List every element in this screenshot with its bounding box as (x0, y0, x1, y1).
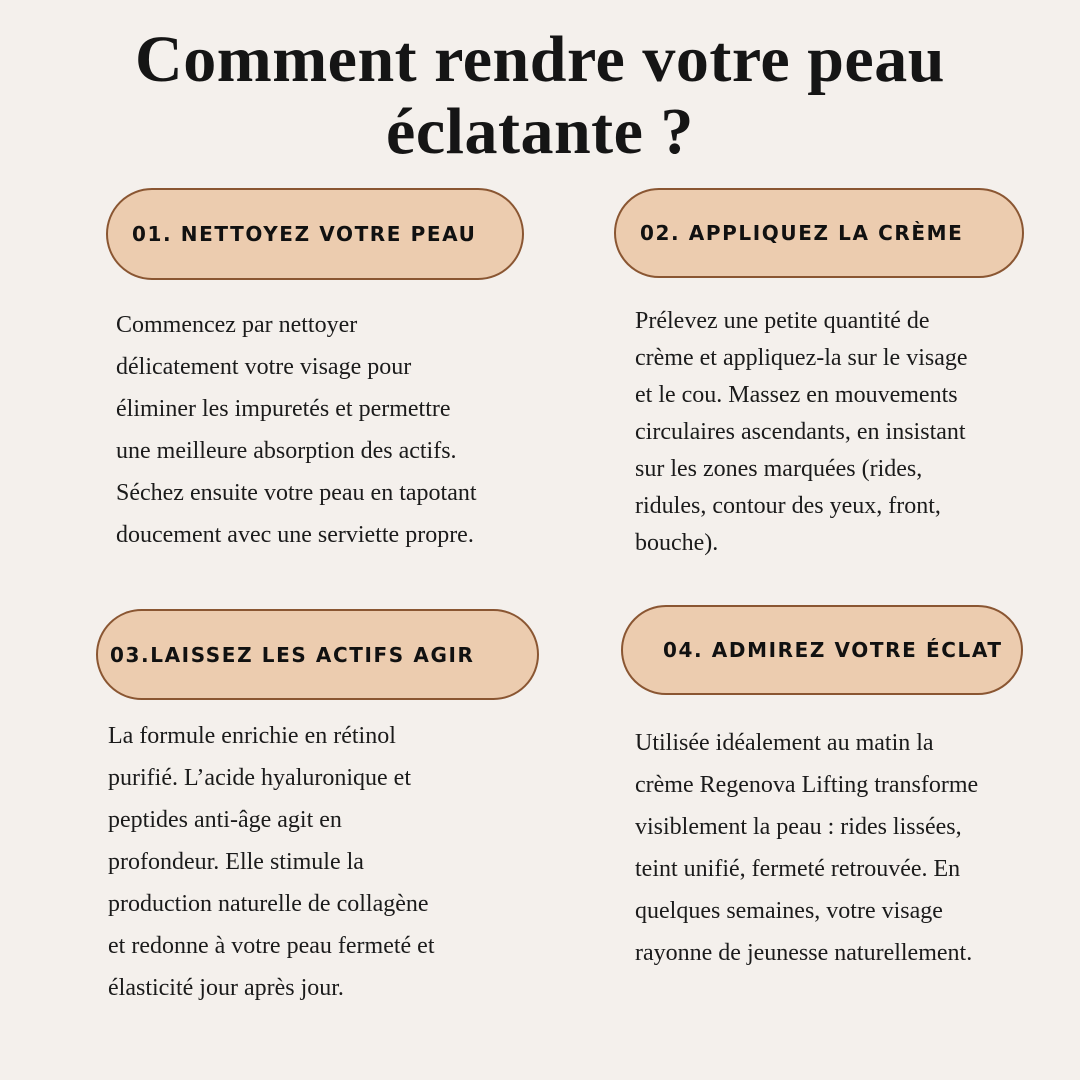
step-4-description (635, 722, 1035, 974)
step-3-line: profondeur. Elle stimule la (108, 849, 364, 875)
step-1-heading: 01. NETTOYEZ VOTRE PEAU (106, 188, 524, 280)
step-2-line: ridules, contour des yeux, front, (635, 493, 941, 519)
step-1-line: délicatement votre visage pour (116, 354, 412, 380)
step-4-line: visiblement la peau : rides lissées, (635, 814, 962, 840)
title-line-1: Comment rendre votre peau (135, 23, 945, 96)
page-title (60, 24, 1020, 168)
step-4-line: quelques semaines, votre visage (635, 898, 943, 924)
step-4-line: rayonne de jeunesse naturellement. (635, 940, 973, 966)
step-4-line: teint unifié, fermeté retrouvée. En (635, 856, 961, 882)
step-1-description (116, 304, 536, 556)
step-4-line: Utilisée idéalement au matin la (635, 730, 934, 756)
step-3-heading: 03.LAISSEZ LES ACTIFS AGIR (96, 609, 539, 700)
step-2-heading: 02. APPLIQUEZ LA CRÈME (614, 188, 1024, 278)
step-1-line: éliminer les impuretés et permettre (116, 396, 451, 422)
step-2-line: sur les zones marquées (rides, (635, 456, 923, 482)
title-line-2: éclatante ? (386, 95, 694, 168)
step-4-line: crème Regenova Lifting transforme (635, 772, 979, 798)
step-1-line: Séchez ensuite votre peau en tapotant (116, 480, 477, 506)
step-3-line: purifié. L’acide hyaluronique et (108, 765, 411, 791)
step-1-line: doucement avec une serviette propre. (116, 522, 474, 548)
step-3-description (108, 715, 488, 1009)
step-3-line: et redonne à votre peau fermeté et (108, 933, 435, 959)
step-2-line: circulaires ascendants, en insistant (635, 419, 966, 445)
step-1-line: une meilleure absorption des actifs. (116, 438, 457, 464)
step-2-line: bouche). (635, 530, 719, 556)
step-4-heading: 04. ADMIREZ VOTRE ÉCLAT (621, 605, 1023, 695)
step-1-line: Commencez par nettoyer (116, 312, 358, 338)
step-2-line: Prélevez une petite quantité de (635, 308, 930, 334)
step-3-line: La formule enrichie en rétinol (108, 723, 396, 749)
step-3-line: élasticité jour après jour. (108, 975, 344, 1001)
step-3-line: production naturelle de collagène (108, 891, 429, 917)
step-2-line: et le cou. Massez en mouvements (635, 382, 958, 408)
step-2-line: crème et appliquez-la sur le visage (635, 345, 968, 371)
step-2-description (635, 303, 1035, 562)
step-3-line: peptides anti-âge agit en (108, 807, 342, 833)
